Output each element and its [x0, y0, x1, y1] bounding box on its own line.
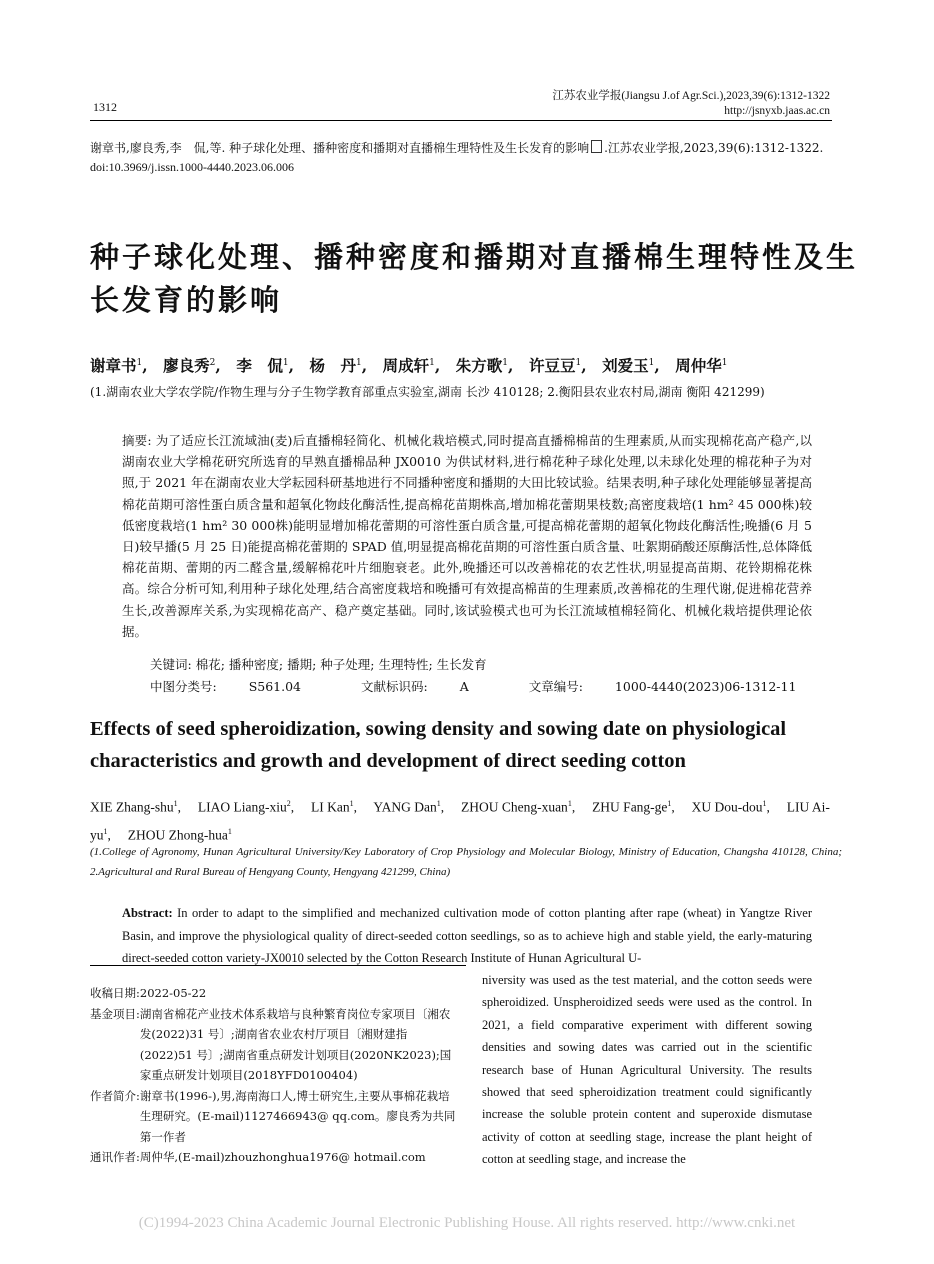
clc	[150, 679, 329, 694]
clc-value: S561.04	[248, 679, 302, 694]
affiliation-en: (1.College of Agronomy, Hunan Agricultural University/Key Laboratory of Crop Physiology and Molecular Biology, Ministry of Education, Changsha 410128, China; 2.Agricultural and Rural Bureau of Hengyang County, Hengyang 421299, China)	[90, 846, 842, 878]
author-affiliation-mark: 1	[282, 357, 289, 368]
author-affiliation-mark: 1	[173, 799, 178, 808]
doc-code-value: A	[459, 679, 469, 694]
author-affiliation-mark: 2	[286, 799, 291, 808]
footnote	[90, 1086, 460, 1148]
author-en: ZHOU Zhong-hua	[127, 827, 228, 842]
footnote	[90, 1004, 460, 1086]
author-en: LIAO Liang-xiu	[197, 799, 287, 815]
citation-text: 谢章书,廖良秀,李 侃,等. 种子球化处理、播种密度和播期对直播棉生理特性及生长发育的影响	[90, 141, 590, 155]
author-affiliation-mark: 1	[355, 357, 362, 368]
clc-label: 中图分类号:	[150, 679, 217, 694]
title-en: Effects of seed spheroidization, sowing density and sowing date on physiological characteristics and growth and development of direct seeding cotton	[90, 718, 787, 772]
author-affiliation-mark: 1	[103, 826, 108, 836]
keywords-zh	[150, 655, 487, 673]
classification	[150, 677, 852, 695]
author-affiliation-mark: 1	[436, 799, 441, 808]
abstract-zh-label: 摘要:	[122, 433, 152, 448]
citation-source: .江苏农业学报,2023,39(6):1312-1322.	[604, 141, 824, 155]
author-en: LI Kan	[310, 799, 350, 815]
author-zh: 谢章书	[90, 356, 137, 375]
abstract-zh-text: 为了适应长江流域油(麦)后直播棉轻简化、机械化栽培模式,同时提高直播棉棉苗的生理素质,从而实现棉花高产稳产,以湖南农业大学棉花研究所选育的早熟直播棉品种 JX0010 为供试材料,进行棉花种子球化处理,以未球化处理的棉花种子为对照,于 2021 年在湖南农业大学耘园科研基地进行不同播种密度和播期的大田比较试验。结果表明,种子球化处理能够显著提高棉花苗期可溶性蛋白质含量和超氧化物歧化酶活性,提高棉花苗期株高,增加棉花蕾期果枝数;高密度栽培(1 hm² 45 000株)较低密度栽培(1 hm² 30 000株)能明显增加棉花蕾期的可溶性蛋白质含量,可提高棉花蕾期的超氧化物歧化酶活性;晚播(6 月 5 日)较早播(5 月 25 日)能提高棉花蕾期的 SPAD 值,明显提高棉花苗期的可溶性蛋白质含量、吐絮期硝酸还原酶活性,总体降低棉花苗期、蕾期的丙二醛含量,缓解棉花叶片细胞衰老。此外,晚播还可以改善棉花的农艺性状,明显提高苗期、花铃期棉花株高。综合分析可知,利用种子球化处理,结合高密度栽培和晚播可有效提高棉苗的生理素质,改善棉花的生理代谢,促进棉花营养生长,改善源库关系,为实现棉花高产、稳产奠定基础。同时,该试验模式也可为长江流域植棉轻简化、机械化栽培提供理论依据。	[122, 433, 812, 639]
footnote-rule	[90, 965, 466, 966]
author-zh: 廖良秀	[163, 356, 210, 375]
footnote-text: 谢章书(1996-),男,海南海口人,博士研究生,主要从事棉花栽培生理研究。(E-mail)1127466943@ qq.com。廖良秀为共同第一作者	[139, 1088, 456, 1144]
doi[interactable]: doi:10.3969/j.issn.1000-4440.2023.06.006	[90, 160, 295, 174]
author-affiliation-mark: 1	[349, 799, 354, 808]
footnote-text: 周仲华,(E-mail)zhouzhonghua1976@ hotmail.com	[139, 1150, 426, 1164]
keywords-text: 棉花; 播种密度; 播期; 种子处理; 生理特性; 生长发育	[195, 657, 487, 672]
author-zh: 周仲华	[675, 356, 722, 375]
author-affiliation-mark: 1	[667, 799, 672, 808]
page-number: 1312	[93, 100, 117, 114]
author-affiliation-mark: 1	[721, 357, 728, 368]
author-affiliation-mark: 1	[502, 357, 509, 368]
author-zh: 朱方歌	[455, 356, 503, 375]
author-en: LIU Ai-yu	[90, 799, 830, 842]
article-number-label: 文章编号:	[528, 679, 583, 694]
author-affiliation-mark: 1	[136, 357, 143, 368]
document-icon	[591, 140, 602, 153]
footnote-text: 湖南省棉花产业技术体系栽培与良种繁育岗位专家项目〔湘农发(2022)31 号〕;湖南省农业农村厅项目〔湘财建指(2022)51 号〕;湖南省重点研发计划项目(2020NK2023);国家重点研发计划项目(2018YFD0100404)	[139, 1006, 452, 1082]
journal-url[interactable]: http://jsnyxb.jaas.ac.cn	[724, 105, 830, 117]
author-zh: 杨 丹	[309, 356, 356, 375]
author-affiliation-mark: 1	[575, 357, 582, 368]
footnote-label: 收稿日期:	[90, 986, 140, 1000]
footnote-label: 作者简介:	[90, 1088, 140, 1103]
author-en: XU Dou-dou	[691, 799, 763, 815]
affiliation-zh: (1.湖南农业大学农学院/作物生理与分子生物学教育部重点实验室,湖南 长沙 410128; 2.衡阳县农业农村局,湖南 衡阳 421299)	[90, 385, 765, 399]
author-en: YANG Dan	[373, 799, 437, 815]
footnote-text: 2022-05-22	[139, 986, 207, 1000]
article-number	[529, 679, 825, 694]
abstract-en	[122, 902, 812, 970]
article-number-value: 1000-4440(2023)06-1312-11	[614, 679, 797, 694]
footnote	[90, 983, 460, 1004]
author-en: ZHU Fang-ge	[592, 799, 668, 815]
author-affiliation-mark: 1	[227, 826, 232, 836]
footnote-label: 基金项目:	[90, 1006, 140, 1021]
doc-code-label: 文献标识码:	[361, 679, 428, 694]
author-affiliation-mark: 1	[648, 357, 655, 368]
author-en: XIE Zhang-shu	[90, 799, 174, 815]
author-zh: 刘爱玉	[602, 356, 649, 375]
citation	[90, 139, 850, 177]
footnote-label: 通讯作者:	[90, 1150, 140, 1164]
author-zh: 许豆豆	[528, 356, 576, 375]
copyright-watermark: (C)1994-2023 China Academic Journal Electronic Publishing House. All rights reserved. http://www.cnki.net	[138, 1215, 796, 1231]
author-zh: 周成轩	[382, 356, 430, 375]
abstract-en-label: Abstract:	[122, 906, 173, 920]
author-affiliation-mark: 1	[762, 799, 767, 808]
authors-zh: 谢章书$^1$, 廖良秀$^2$, 李 侃$^1$, 杨 丹$^1$, 周成轩$^1$, 朱方歌$^1$, 许豆豆$^1$, 刘爱玉$^1$, 周仲华$^1$	[90, 356, 728, 375]
journal-line: 江苏农业学报(Jiangsu J.of Agr.Sci.),2023,39(6):1312-1322	[552, 90, 830, 102]
authors-en: XIE Zhang-shu$^1$, LIAO Liang-xiu$^2$, LI Kan$^1$, YANG Dan$^1$, ZHOU Cheng-xuan$^1$, ZHU Fang-$ge^1$, XU Dou-dou$^1$, LIU $Ai-yu^1$, ZHOU Zhong-hua$^1$	[90, 799, 830, 842]
footnote	[90, 1147, 460, 1168]
author-affiliation-mark: 2	[209, 357, 216, 368]
title-zh: 种子球化处理、播种密度和播期对直播棉生理特性及生长发育的影响	[90, 240, 859, 317]
abstract-en-text-top: In order to adapt to the simplified and mechanized cultivation mode of cotton planting after rape (wheat) in Yangtze River Basin, and improve the physiological quality of direct-seeded cotton seedlings, so as to achieve high and stable yield, the early-maturing direct-seeded cotton variety-JX0010 selected by the Cotton Research Institute of Hunan Agricultural U-	[122, 906, 813, 965]
footnotes	[90, 983, 460, 1168]
abstract-zh	[122, 430, 812, 642]
doc-code	[361, 679, 497, 694]
author-en: ZHOU Cheng-xuan	[460, 799, 568, 815]
journal-header	[552, 89, 830, 119]
keywords-label: 关键词:	[150, 657, 192, 672]
header-rule	[90, 120, 832, 121]
author-affiliation-mark: 1	[567, 799, 572, 808]
abstract-en-continued: niversity was used as the test material, and the cotton seeds were spheroidized. Unspheroidized seeds were used as the control. In 2021, a field comparative experiment with different sowing densities and sowing dates was carried out in the scientific research base of Hunan Agricultural University. The results showed that seed spheroidization treatment could significantly increase the soluble protein content and superoxide dismutase activity of cotton at seedling stage, increase the plant height of cotton at seedling stage, and increase the	[482, 973, 812, 1167]
author-affiliation-mark: 1	[429, 357, 435, 368]
author-zh: 李 侃	[236, 356, 283, 375]
